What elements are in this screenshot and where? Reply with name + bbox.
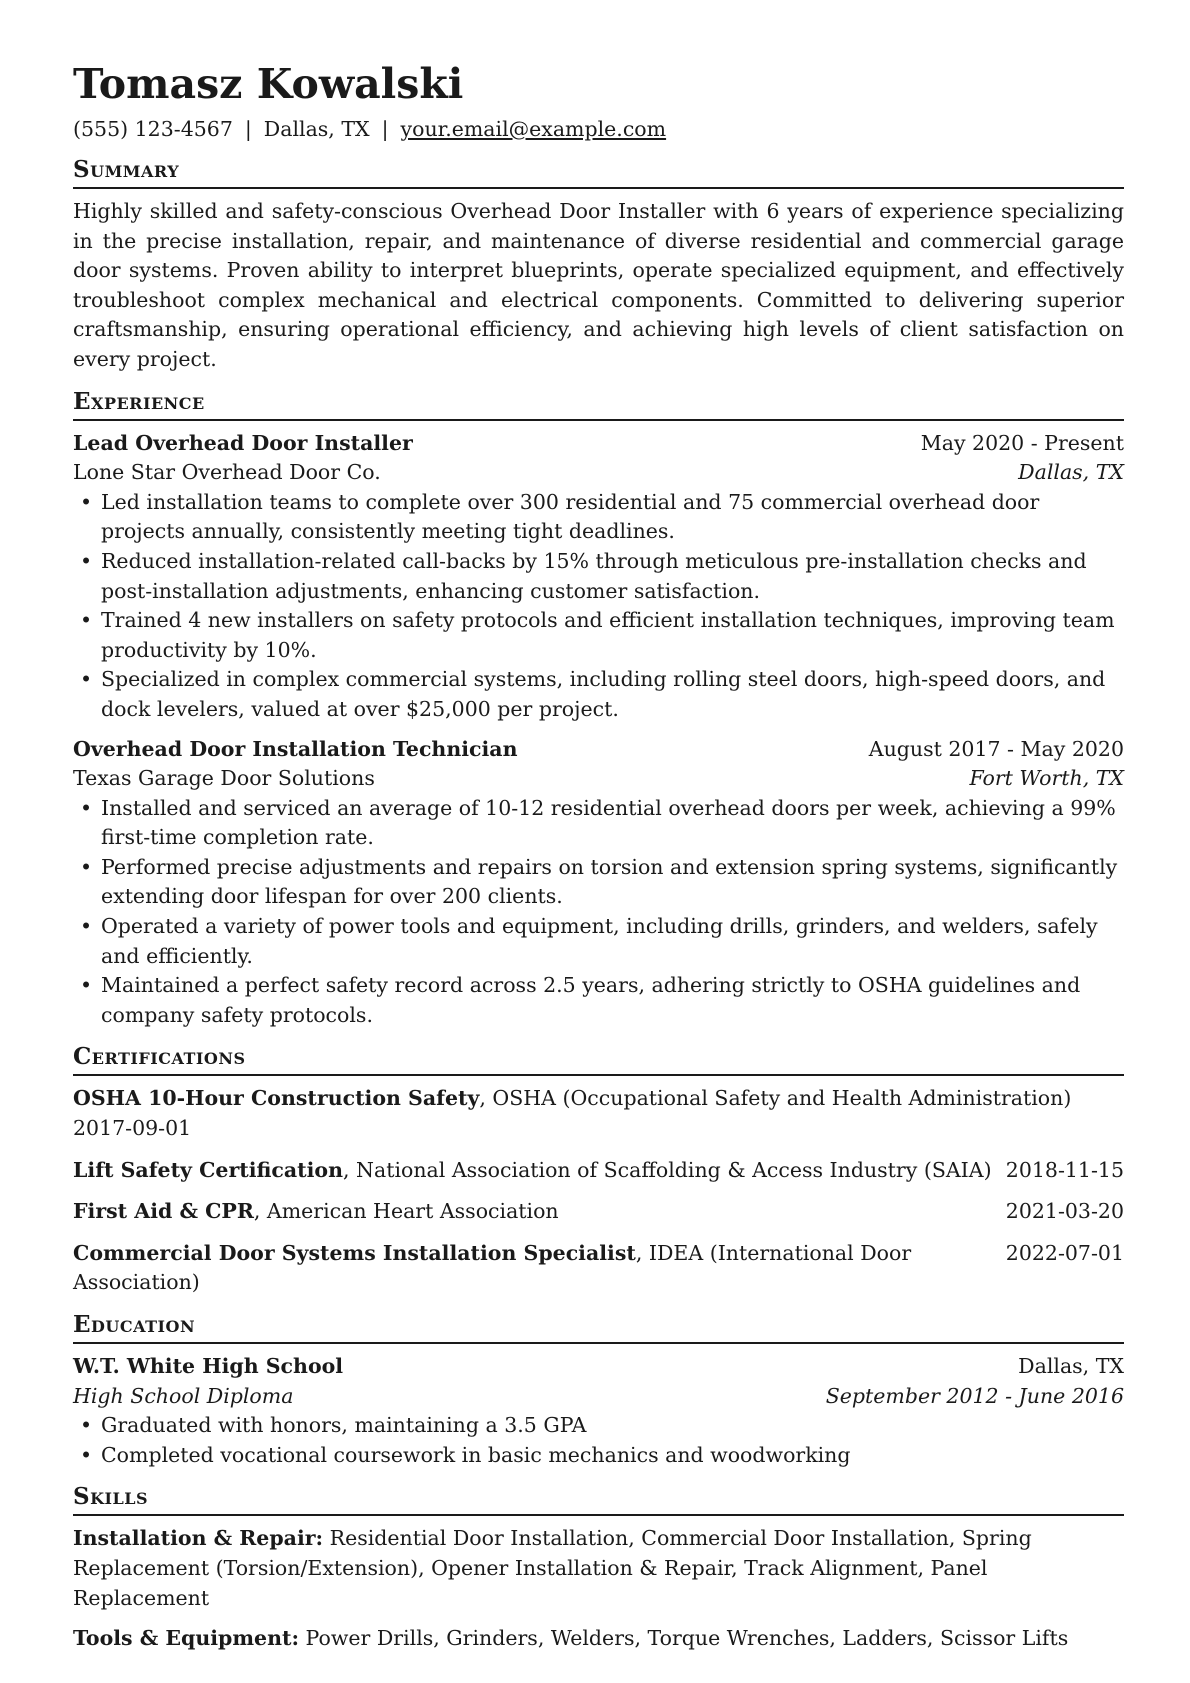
list-item: • Performed precise adjustments and repairs on torsion and extension spring systems, significantly extending door lifespan for over 200 clients. [73, 853, 1124, 912]
section-title-experience: Experience [73, 387, 1124, 421]
summary-section [73, 155, 1124, 375]
skills-text: Power Drills, Grinders, Welders, Torque Wrenches, Ladders, Scissor Lifts [299, 1626, 1069, 1651]
job-subheader [73, 764, 1124, 794]
section-title-summary: Summary [73, 155, 1124, 189]
cert-name: Lift Safety Certification [73, 1157, 344, 1182]
cert-line [73, 1084, 1124, 1114]
cert-issuer: , American Heart Association [253, 1199, 559, 1224]
cert-issuer: , National Association of Scaffolding & Access Industry (SAIA) [343, 1157, 992, 1182]
cert-date: 2021-03-20 [1005, 1199, 1124, 1224]
email-link[interactable]: your.email@example.com [400, 117, 667, 141]
contact-line [73, 115, 1124, 143]
cert-name: First Aid & CPR [73, 1199, 254, 1224]
list-item: • Completed vocational coursework in basic mechanics and woodworking [73, 1441, 1124, 1471]
cert-entry [73, 1239, 1124, 1298]
school-name: W.T. White High School [73, 1354, 344, 1378]
job-dates: August 2017 - May 2020 [868, 736, 1124, 761]
cert-date: 2018-11-15 [1005, 1157, 1124, 1182]
cert-issuer: , OSHA (Occupational Safety and Health Administration) [479, 1086, 1072, 1111]
skills-section [73, 1482, 1124, 1653]
job-header [73, 735, 1124, 765]
skills-label: Tools & Equipment: [73, 1626, 300, 1651]
job-company: Lone Star Overhead Door Co. [73, 460, 381, 485]
cert-line [73, 1156, 1006, 1186]
experience-section [73, 387, 1124, 1031]
school-location: Dallas, TX [1018, 1354, 1124, 1378]
location: Dallas, TX [263, 117, 370, 141]
list-item: • Specialized in complex commercial systems, including rolling steel doors, high-speed doors, and dock levelers, valued at over $25,000 per project. [73, 665, 1124, 724]
education-header [73, 1352, 1124, 1382]
cert-date: 2022-07-01 [1005, 1240, 1124, 1265]
job-location: Fort Worth, TX [969, 766, 1124, 791]
job-company: Texas Garage Door Solutions [73, 766, 375, 791]
job-entry [73, 429, 1124, 725]
list-item: • Graduated with honors, maintaining a 3.5 GPA [73, 1411, 1124, 1441]
job-role: Lead Overhead Door Installer [73, 430, 413, 455]
list-item: • Led installation teams to complete over 300 residential and 75 commercial overhead door projects annually, consistently meeting tight deadlines. [73, 488, 1124, 547]
job-bullets [73, 488, 1124, 725]
job-dates: May 2020 - Present [920, 430, 1124, 455]
separator: | [381, 117, 389, 141]
job-header [73, 429, 1124, 459]
cert-entry [73, 1084, 1124, 1143]
cert-issuer: , IDEA (International Door Association) [73, 1240, 912, 1295]
education-bullets [73, 1411, 1124, 1470]
cert-entry [73, 1156, 1124, 1186]
cert-name: Commercial Door Systems Installation Specialist [73, 1240, 636, 1265]
cert-name: OSHA 10-Hour Construction Safety [73, 1086, 480, 1111]
education-section [73, 1310, 1124, 1470]
degree: High School Diploma [73, 1383, 294, 1408]
cert-entry [73, 1197, 1124, 1227]
list-item: • Reduced installation-related call-backs by 15% through meticulous pre-installation checks and post-installation adjustments, enhancing customer satisfaction. [73, 547, 1124, 606]
skills-label: Installation & Repair: [73, 1526, 324, 1551]
certifications-section [73, 1042, 1124, 1298]
list-item: • Installed and serviced an average of 10-12 residential overhead doors per week, achieving a 99% first-time completion rate. [73, 794, 1124, 853]
job-location: Dallas, TX [1018, 460, 1124, 485]
skills-text: Residential Door Installation, Commercial Door Installation, Spring Replacement (Torsion/Extension), Opener Installation & Repair, Track Alignment, Panel Replacement [73, 1526, 1032, 1610]
education-subheader [73, 1382, 1124, 1412]
phone: (555) 123-4567 [73, 117, 233, 141]
cert-line [73, 1197, 1006, 1227]
skills-line [73, 1524, 1124, 1613]
cert-line [73, 1239, 1006, 1298]
skills-line [73, 1624, 1124, 1654]
summary-text: Highly skilled and safety-conscious Overhead Door Installer with 6 years of experience specializing in the precise installation, repair, and maintenance of diverse residential and commercial garage door systems. Proven ability to interpret blueprints, operate specialized equipment, and effectively troubleshoot complex mechanical and electrical components. Committed to delivering superior craftsmanship, ensuring operational efficiency, and achieving high levels of client satisfaction on every project. [73, 199, 1124, 371]
list-item: • Maintained a perfect safety record across 2.5 years, adhering strictly to OSHA guidelines and company safety protocols. [73, 971, 1124, 1030]
list-item: • Operated a variety of power tools and equipment, including drills, grinders, and welders, safely and efficiently. [73, 912, 1124, 971]
education-dates: September 2012 - June 2016 [825, 1383, 1124, 1408]
job-subheader [73, 458, 1124, 488]
job-role: Overhead Door Installation Technician [73, 736, 518, 761]
section-title-certifications: Certifications [73, 1042, 1124, 1076]
section-title-skills: Skills [73, 1482, 1124, 1516]
job-bullets [73, 794, 1124, 1031]
job-entry [73, 735, 1124, 1031]
candidate-name: Tomasz Kowalski [73, 60, 464, 108]
separator: | [244, 117, 252, 141]
section-title-education: Education [73, 1310, 1124, 1344]
list-item: • Trained 4 new installers on safety protocols and efficient installation techniques, improving team productivity by 10%. [73, 606, 1124, 665]
cert-date: 2017-09-01 [73, 1116, 192, 1141]
